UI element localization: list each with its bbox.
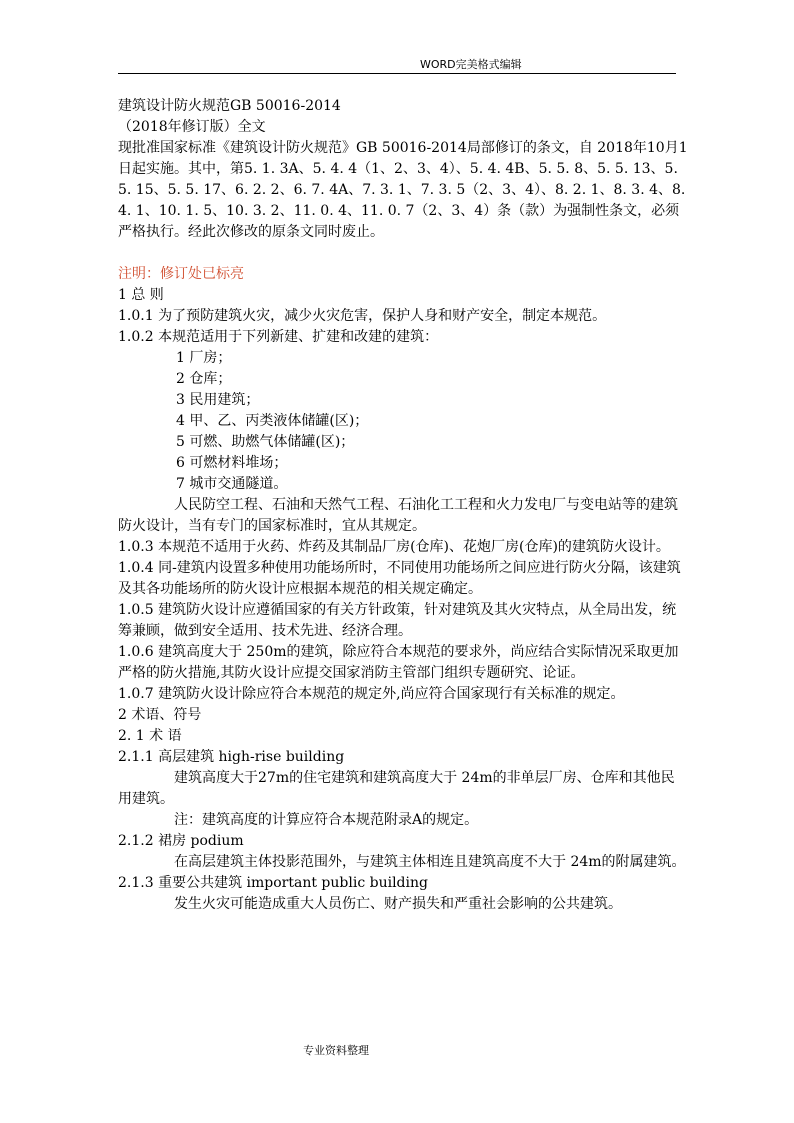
building-type-list <box>118 348 688 495</box>
doc-title: 建筑设计防火规范GB 50016-2014 <box>118 98 341 114</box>
clause-1-0-1: 1.0.1 为了预防建筑火灾，减少火灾危害，保护人身和财产安全，制定本规范。 <box>118 308 607 324</box>
clause-1-0-2-note: 人民防空工程、石油和天然气工程、石油化工工程和火力发电厂与变电站等的建筑防火设计，当有专门的国家标准时，宜从其规定。 <box>118 497 678 534</box>
clause-1-0-4: 1.0.4 同-建筑内设置多种使用功能场所时，不同使用功能场所之间应进行防火分隔，该建筑及其各功能场所的防火设计应根据本规范的相关规定确定。 <box>118 560 681 597</box>
section-2-1-heading: 2. 1 术 语 <box>118 728 182 744</box>
clause-2-1-1-body: 建筑高度大于27m的住宅建筑和建筑高度大于 24m的非单层厂房、仓库和其他民用建筑。 <box>118 770 675 807</box>
list-item: 7 城市交通隧道。 <box>176 476 288 492</box>
clause-2-1-2-body: 在高层建筑主体投影范围外，与建筑主体相连且建筑高度不大于 24m的附属建筑。 <box>174 854 686 870</box>
clause-1-0-5: 1.0.5 建筑防火设计应遵循国家的有关方针政策，针对建筑及其火灾特点，从全局出发，统筹兼顾，做到安全适用、技术先进、经济合理。 <box>118 602 677 639</box>
list-item: 4 甲、乙、丙类液体储罐(区)； <box>176 413 369 429</box>
list-item: 3 民用建筑； <box>176 392 260 408</box>
page-header <box>118 56 676 74</box>
clause-1-0-3: 1.0.3 本规范不适用于火药、炸药及其制品厂房(仓库)、花炮厂房(仓库)的建筑防火设计。 <box>118 539 670 555</box>
list-item: 5 可燃、助燃气体储罐(区)； <box>176 434 355 450</box>
list-item: 1 厂房； <box>176 350 232 366</box>
clause-1-0-6: 1.0.6 建筑高度大于 250m的建筑，除应符合本规范的要求外，尚应结合实际情况采取更加严格的防火措施,其防火设计应提交国家消防主管部门组织专题研究、论证。 <box>118 644 679 681</box>
list-item: 6 可燃材料堆场； <box>176 455 288 471</box>
clause-1-0-7: 1.0.7 建筑防火设计除应符合本规范的规定外,尚应符合国家现行有关标准的规定。 <box>118 686 625 702</box>
clause-2-1-3-body: 发生火灾可能造成重大人员伤亡、财产损失和严重社会影响的公共建筑。 <box>174 896 622 912</box>
list-item: 2 仓库； <box>176 371 232 387</box>
clause-2-1-1: 2.1.1 高层建筑 high-rise building <box>118 749 345 765</box>
clause-2-1-3: 2.1.3 重要公共建筑 important public building <box>118 875 428 891</box>
clause-2-1-1-note: 注：建筑高度的计算应符合本规范附录A的规定。 <box>174 812 479 828</box>
chapter-1-heading: 1 总 则 <box>118 287 164 303</box>
intro-paragraph: 现批准国家标准《建筑设计防火规范》GB 50016-2014局部修订的条文，自 2018年10月1日起实施。其中，第5. 1. 3A、5. 4. 4（1、2、3、4）、5. 4. 4B、5. 5. 8、5. 5. 13、5. 5. 15、5. 5. 17、6. 2. 2、6. 7. 4A、7. 3. 1、7. 3. 5（2、3、4）、8. 2. 1、8. 3. 4、8. 4. 1、10. 1. 5、10. 3. 2、11. 0. 4、11. 0. 7（2、3、4）条（款）为强制性条文，必须严格执行。经此次修改的原条文同时废止。 <box>118 140 688 240</box>
clause-1-0-2: 1.0.2 本规范适用于下列新建、扩建和改建的建筑： <box>118 329 439 345</box>
clause-2-1-2: 2.1.2 裙房 podium <box>118 833 244 849</box>
page-footer: 专业资料整理 <box>303 1044 369 1057</box>
header-text: WORD完美格式编辑 <box>420 58 522 71</box>
revision-note: 注明：修订处已标亮 <box>118 266 244 282</box>
doc-subtitle: （2018年修订版）全文 <box>118 119 266 135</box>
spacer <box>118 243 688 264</box>
document-body <box>118 96 688 915</box>
chapter-2-heading: 2 术语、符号 <box>118 707 202 723</box>
